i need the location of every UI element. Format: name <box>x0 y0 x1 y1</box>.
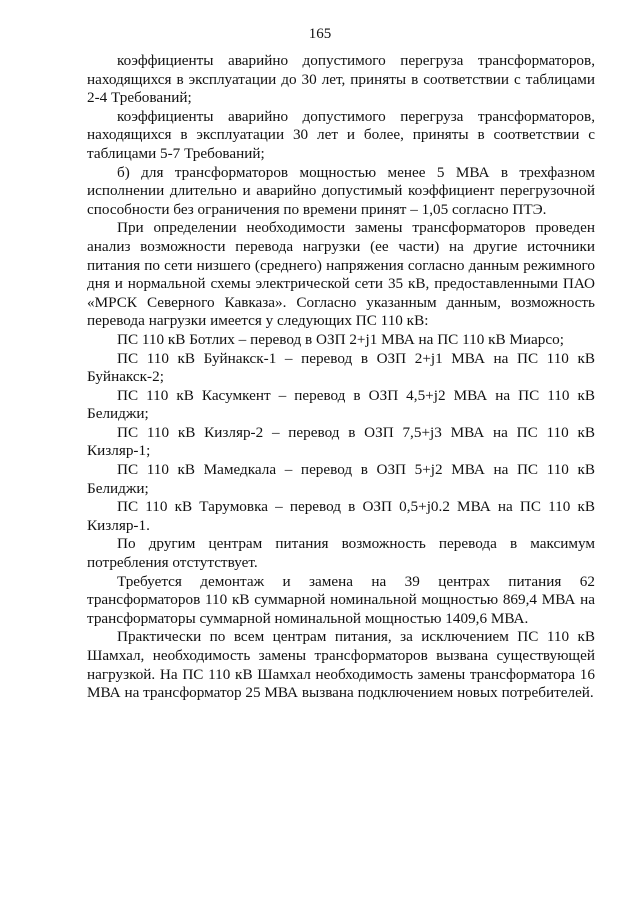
paragraph-shamkhal-exception: Практически по всем центрам питания, за исключением ПС 110 кВ Шамхал, необходимость замены трансформаторов вызвана существующей нагрузкой. На ПС 110 кВ Шамхал необходимость замены трансформатора 16 МВА на трансформатор 25 МВА вызвана подключением новых потребителей. <box>87 628 595 702</box>
paragraph-no-transfer: По другим центрам питания возможность перевода в максимум потребления отстутствует. <box>87 535 595 572</box>
paragraph-replacement-summary: Требуется демонтаж и замена на 39 центрах питания 62 трансформаторов 110 кВ суммарной номинальной мощностью 869,4 МВА на трансформаторы суммарной номинальной мощностью 1409,6 МВА. <box>87 572 595 627</box>
list-item-buynaksk: ПС 110 кВ Буйнакск-1 – перевод в ОЗП 2+j1 МВА на ПС 110 кВ Буйнакск-2; <box>87 349 595 386</box>
list-item-tarumovka: ПС 110 кВ Тарумовка – перевод в ОЗП 0,5+j0.2 МВА на ПС 110 кВ Кизляр-1. <box>87 498 595 534</box>
paragraph-small-transformers: б) для трансформаторов мощностью менее 5 МВА в трехфазном исполнении длительно и аварийно допустимый коэффициент перегрузочной способности без ограничения по времени принят – 1,05 согласно ПТЭ. <box>87 163 595 218</box>
paragraph-load-transfer-analysis: При определении необходимости замены трансформаторов проведен анализ возможности перевода нагрузки (ее части) на другие источники питания по сети низшего (среднего) напряжения согласно данным режимного дня и нормальной схемы электрической сети 35 кВ, предоставленными ПАО «МРСК Северного Кавказа». Согласно указанным данным, возможность перевода нагрузки имеется у следующих ПС 110 кВ: <box>87 219 595 330</box>
paragraph-overload-30-plus: коэффициенты аварийно допустимого перегруза трансформаторов, находящихся в эксплуатации 30 лет и более, приняты в соответствии с таблицами 5-7 Требований; <box>87 107 595 162</box>
page-number: 165 <box>308 26 332 42</box>
list-item-kasumkent: ПС 110 кВ Касумкент – перевод в ОЗП 4,5+j2 МВА на ПС 110 кВ Белиджи; <box>87 386 595 423</box>
list-item-kizlyar: ПС 110 кВ Кизляр-2 – перевод в ОЗП 7,5+j3 МВА на ПС 110 кВ Кизляр-1; <box>87 423 595 460</box>
paragraph-overload-under-30: коэффициенты аварийно допустимого перегруза трансформаторов, находящихся в эксплуатации до 30 лет, приняты в соответствии с таблицами 2-4 Требований; <box>87 52 595 107</box>
list-item-mamedkala: ПС 110 кВ Мамедкала – перевод в ОЗП 5+j2 МВА на ПС 110 кВ Белиджи; <box>87 461 595 497</box>
document-body <box>87 52 595 703</box>
list-item-botlikh: ПС 110 кВ Ботлих – перевод в ОЗП 2+j1 МВА на ПС 110 кВ Миарсо; <box>117 330 564 348</box>
